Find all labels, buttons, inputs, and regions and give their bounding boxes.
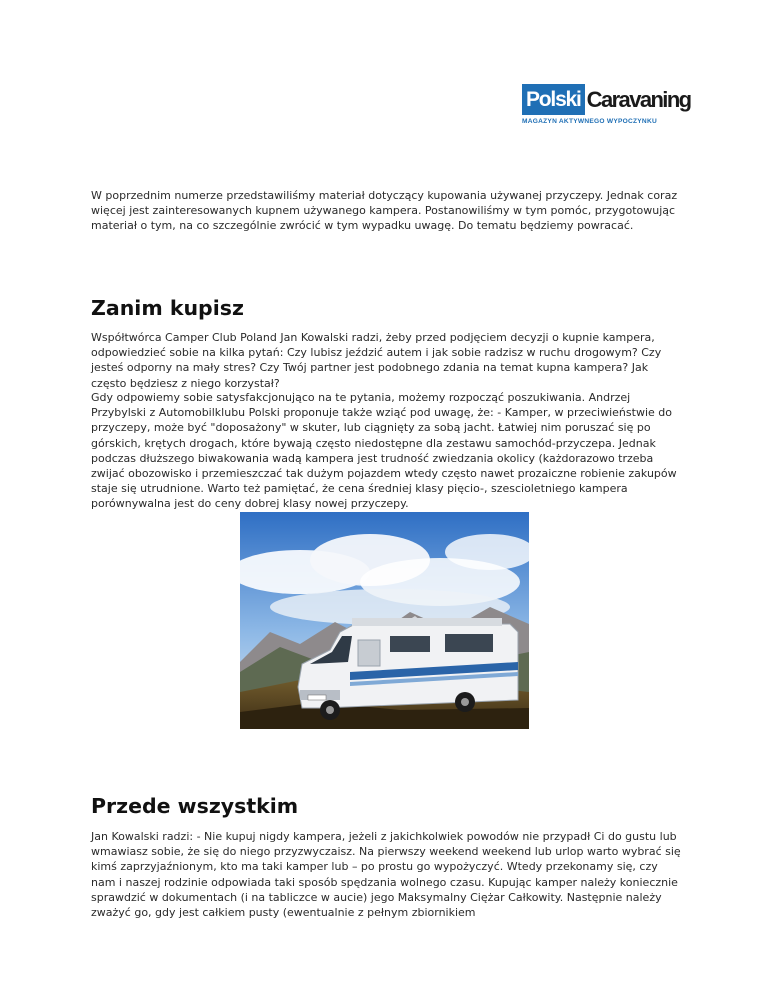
section1-paragraph-1: Współtwórca Camper Club Poland Jan Kowalski radzi, żeby przed podjęciem decyzji o kupnie kampera, odpowiedzieć sobie na kilka pytań: Czy lubisz jeździć autem i jak sobie radzisz w ruchu drogowym? Czy jesteś odporny na mały stres? Czy Twój partner jest podobnego zdania na temat kupna kampera? Jak często będziesz z niego korzystał? [91, 331, 662, 390]
camper-photo [240, 512, 529, 729]
section-heading-zanim-kupisz: Zanim kupisz [91, 296, 244, 320]
intro-paragraph: W poprzednim numerze przedstawiliśmy materiał dotyczący kupowania używanej przyczepy. Jednak coraz więcej jest zainteresowanych kupnem używanego kampera. Postanowiliśmy w tym pomóc, przygotowując materiał o tym, na co szczególnie zwrócić w tym wypadku uwagę. Do tematu będziemy powracać. [91, 189, 678, 233]
section1-paragraph-2: Gdy odpowiemy sobie satysfakcjonująco na te pytania, możemy rozpocząć poszukiwania. Andrzej Przybylski z Automobilklubu Polski proponuje także wziąć pod uwagę, że: - Kamper, w przeciwieństwie do przyczepy, może być "doposażony" w skuter, lub ciągnięty za sobą jacht. Łatwiej nim poruszać się po górskich, krętych drogach, które bywają często niedostępne dla zestawu samochód-przyczepa. Jednak podczas dłuższego biwakowania wadą kampera jest trudność zwiedzania okolicy (każdorazowo trzeba zwijać obozowisko i przemieszczać tak dużym pojazdem wtedy często nawet prozaiczne robienie zakupów staje się utrudnione. Warto też pamiętać, że cena średniej klasy pięcio-, szescioletniego kampera porównywalna jest do ceny dobrej klasy nowej przyczepy. [91, 391, 677, 511]
logo-caravaning-text: Caravaning [586, 87, 691, 112]
polski-caravaning-logo [522, 84, 691, 128]
logo-polski-text: Polski [522, 84, 585, 115]
section-heading-przede-wszystkim: Przede wszystkim [91, 794, 299, 818]
section2-paragraph-1: Jan Kowalski radzi: - Nie kupuj nigdy kampera, jeżeli z jakichkolwiek powodów nie przypadł Ci do gustu lub wmawiasz sobie, że się do niego przyzwyczaisz. Na pierwszy weekend weekend lub urlop warto wybrać się kimś zaprzyjaźnionym, kto ma taki kamper lub – po prostu go wypożyczyć. Wtedy przekonamy się, czy nam i naszej rodzinie odpowiada taki sposób spędzania wolnego czasu. Kupując kamper należy koniecznie sprawdzić w dokumentach (i na tabliczce w aucie) jego Maksymalny Ciężar Całkowity. Następnie należy zważyć go, gdy jest całkiem pusty (ewentualnie z pełnym zbiornikiem [91, 830, 681, 920]
camper-mountain-image [240, 512, 529, 729]
logo-tagline: MAGAZYN AKTYWNEGO WYPOCZYNKU [522, 118, 657, 125]
